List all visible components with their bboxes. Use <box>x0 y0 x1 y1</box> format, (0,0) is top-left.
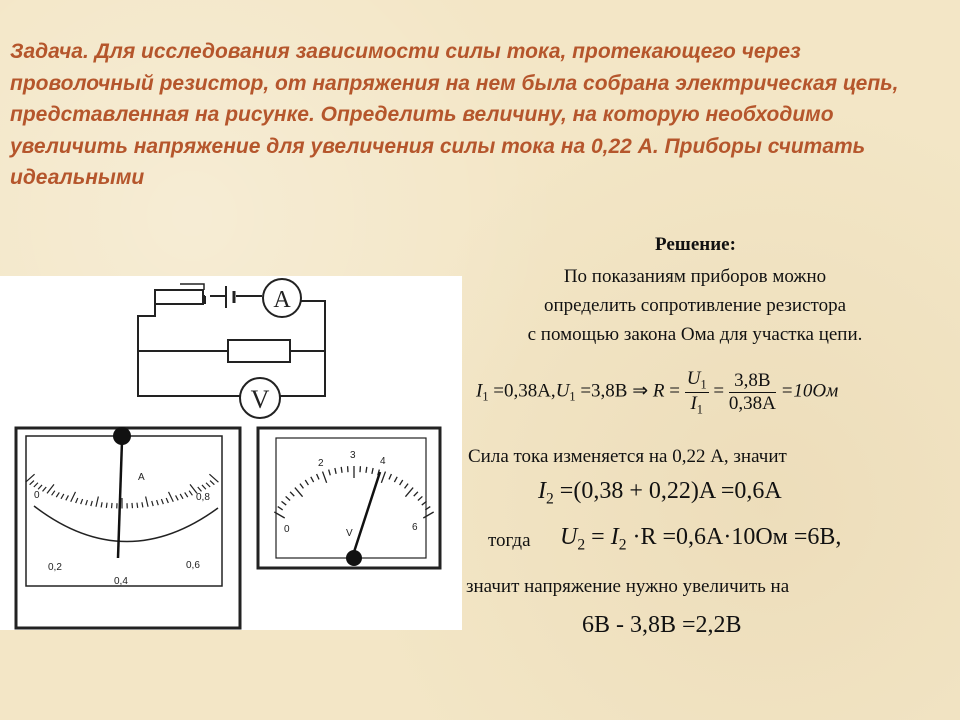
u2-formula: $U_2 = I_2 \cdot R =0,6A\cdot 10Ом =6B$, <box>560 524 842 554</box>
ammeter-unit: A <box>138 472 145 483</box>
voltmeter-tick-0: 0 <box>284 524 290 535</box>
rheostat-symbol <box>155 290 203 304</box>
i2-formula: $I_2 =(0,38 + 0,22)A =0,6A$ <box>538 478 782 508</box>
current-change-line: Сила тока изменяется на 0,22 А, значит <box>468 446 787 467</box>
voltmeter-tick-2: 2 <box>318 458 324 469</box>
ammeter-tick-04: 0,4 <box>114 576 128 587</box>
ammeter-tick-0: 0 <box>34 490 40 501</box>
ammeter-scale-tick <box>137 503 138 508</box>
circuit-figure <box>0 276 462 630</box>
voltmeter-tick-4: 4 <box>380 456 386 467</box>
ammeter-label: A <box>273 287 291 313</box>
ammeter-tick-06: 0,6 <box>186 560 200 571</box>
circuit-diagram <box>0 276 462 630</box>
voltmeter-unit: V <box>346 528 353 539</box>
intro-line: определить сопротивление резистора <box>543 295 847 316</box>
then-word: тогда <box>488 530 531 551</box>
ammeter-tick-02: 0,2 <box>48 562 62 573</box>
intro-line: с помощью закона Ома для участка цепи. <box>527 324 863 345</box>
solution-intro <box>475 262 915 349</box>
final-result: 6B - 3,8B =2,2B <box>582 612 742 638</box>
resistor-symbol <box>228 340 290 362</box>
ammeter-tick-08: 0,8 <box>196 492 210 503</box>
voltmeter-scale-tick <box>341 467 342 473</box>
ohm-law-formula: $I_1 =0,38A,U_1 =3,8B$ ⇒ R = $\frac{U_1}{I_1}$ = $\frac{3,8B}{0,38A}$ =10Ом <box>476 368 839 416</box>
ammeter-dial <box>16 427 240 628</box>
solution-heading: Решение: <box>655 234 736 255</box>
voltmeter-label: V <box>250 385 270 414</box>
voltmeter-dial <box>258 428 440 568</box>
intro-line: По показаниям приборов можно <box>563 266 827 287</box>
fraction-u-over-i: $\frac{U_1}{I_1}$ <box>686 368 707 416</box>
ammeter-scale-tick <box>106 503 107 508</box>
voltmeter-scale-tick <box>366 467 367 473</box>
problem-statement: Задача. Для исследования зависимости силы тока, протекающего через проволочный резистор, от напряжения на нем была собрана электрическая цепь, представленная на рисунке. Определить величину, на которую необходимо увеличить напряжение для увеличения силы тока на 0,22 А. Приборы считать идеальными <box>10 40 899 189</box>
fraction-values: $\frac{3,8B}{0,38A}$ <box>728 369 776 414</box>
voltmeter-tick-6: 6 <box>412 522 418 533</box>
conclusion-line: значит напряжение нужно увеличить на <box>466 576 790 597</box>
voltmeter-tick-3: 3 <box>350 450 356 461</box>
